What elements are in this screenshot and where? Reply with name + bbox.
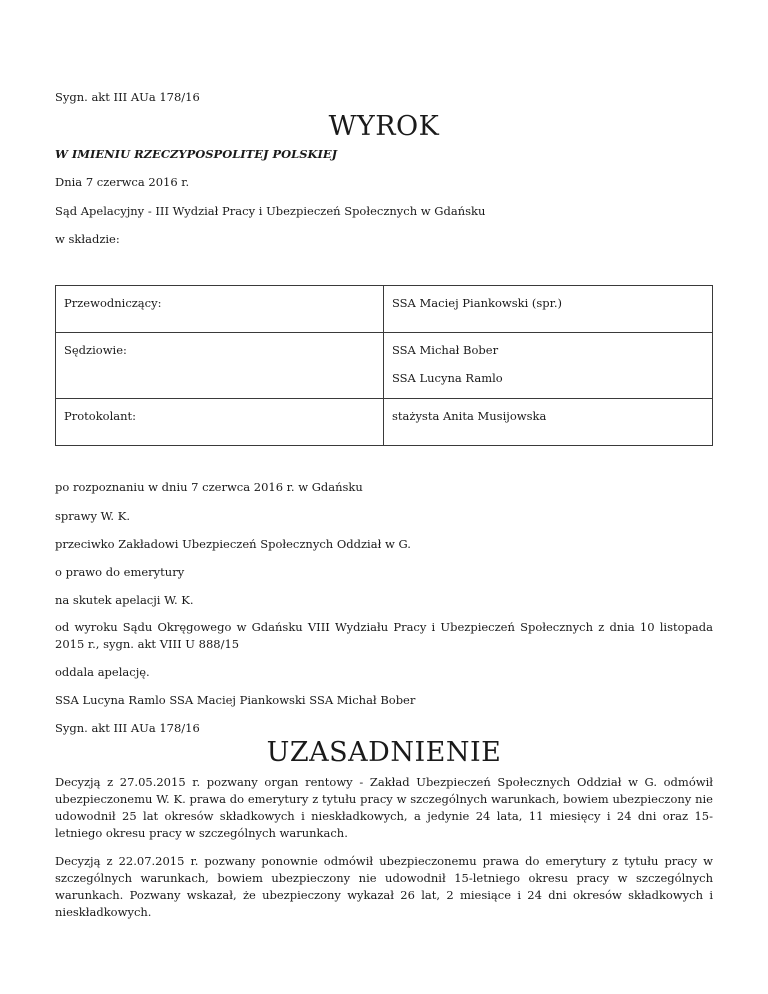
justification-title: UZASADNIENIE — [266, 737, 502, 768]
subject-line: o prawo do emerytury — [55, 565, 185, 579]
appeal-line: na skutek apelacji W. K. — [55, 593, 194, 607]
judge-name: SSA Michał Bober — [392, 343, 499, 357]
justification-case-number: Sygn. akt III AUa 178/16 — [55, 721, 200, 735]
composition-intro: w składzie: — [55, 232, 120, 246]
clerk-value: stażysta Anita Musijowska — [392, 409, 547, 423]
court-composition-table — [55, 285, 713, 446]
hearing-line: po rozpoznaniu w dniu 7 czerwca 2016 r. w Gdańsku — [55, 480, 363, 494]
presiding-row — [56, 286, 713, 333]
case-of-line: sprawy W. K. — [55, 509, 130, 523]
judgment-title: WYROK — [328, 111, 440, 142]
case-number: Sygn. akt III AUa 178/16 — [55, 90, 200, 104]
from-judgment-paragraph: od wyroku Sądu Okręgowego w Gdańsku VIII Wydziału Pracy i Ubezpieczeń Społecznych z dnia 10 listopada 2015 r., sygn. akt VIII U 888/15 — [55, 620, 713, 651]
clerk-row — [56, 399, 713, 446]
judge-name: SSA Lucyna Ramlo — [392, 371, 503, 385]
presiding-label: Przewodniczący: — [64, 296, 162, 310]
judges-row — [56, 333, 713, 399]
against-line: przeciwko Zakładowi Ubezpieczeń Społecznych Oddział w G. — [55, 537, 411, 551]
justification-paragraph: Decyzją z 22.07.2015 r. pozwany ponownie odmówił ubezpieczonemu prawa do emerytury z tytułu pracy w szczególnych warunkach, bowiem ubezpieczony nie udowodnił 15-letniego okresu pracy w szczególnych warunkach. Pozwany wskazał, że ubezpieczony wykazał 26 lat, 2 miesiące i 24 dni okresów składkowych i nieskładkowych. — [55, 854, 713, 919]
judgment-date: Dnia 7 czerwca 2016 r. — [55, 175, 190, 189]
clerk-label: Protokolant: — [64, 409, 137, 423]
justification-paragraph: Decyzją z 27.05.2015 r. pozwany organ rentowy - Zakład Ubezpieczeń Społecznych Oddział w G. odmówił ubezpieczonemu W. K. prawa do emerytury z tytułu pracy w szczególnych warunkach, bowiem ubezpieczony nie udowodnił 25 lat okresów składkowych i nieskładkowych, a jedynie 24 lata, 11 miesięcy i 24 dni oraz 15-letniego okresu pracy w szczególnych warunkach. — [55, 775, 713, 840]
judges-label: Sędziowie: — [64, 343, 127, 357]
court-name: Sąd Apelacyjny - III Wydział Pracy i Ubezpieczeń Społecznych w Gdańsku — [55, 204, 486, 218]
judgment-subtitle: W IMIENIU RZECZYPOSPOLITEJ POLSKIEJ — [55, 147, 338, 161]
signatures-line: SSA Lucyna Ramlo SSA Maciej Piankowski SSA Michał Bober — [55, 693, 416, 707]
decision-line: oddala apelację. — [55, 665, 150, 679]
presiding-value: SSA Maciej Piankowski (spr.) — [392, 296, 563, 310]
